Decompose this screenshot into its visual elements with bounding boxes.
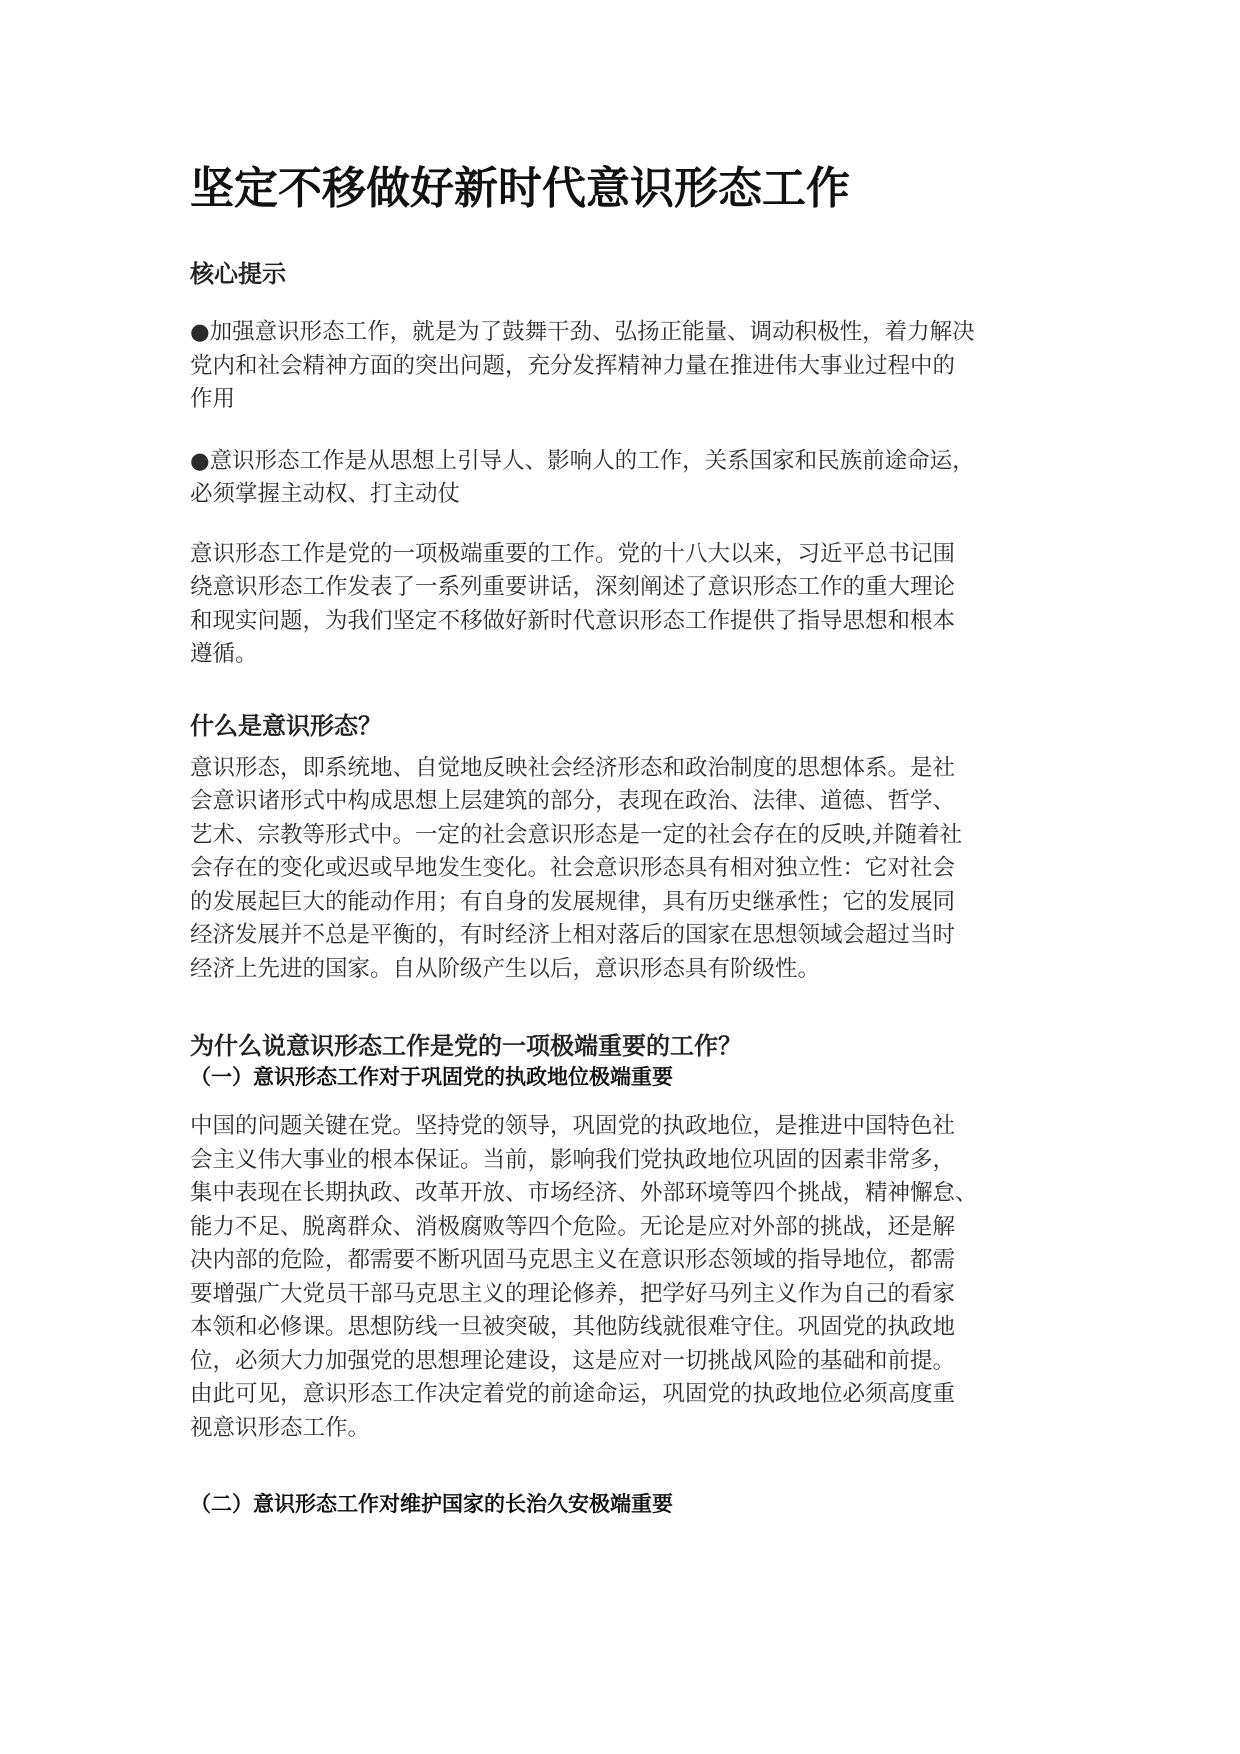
text-line: 遵循。 xyxy=(190,641,258,667)
text-line: 本领和必修课。思想防线一旦被突破，其他防线就很难守住。巩固党的执政地 xyxy=(190,1314,956,1340)
section-paragraph-definition xyxy=(190,752,1060,987)
text-line: 和现实问题，为我们坚定不移做好新时代意识形态工作提供了指导思想和根本 xyxy=(190,607,956,634)
text-line: 会主义伟大事业的根本保证。当前，影响我们党执政地位巩固的因素非常多， xyxy=(190,1146,956,1173)
text-line: 绕意识形态工作发表了一系列重要讲话，深刻阐述了意识形态工作的重大理论 xyxy=(190,574,956,600)
subsection-heading-2: （二）意识形态工作对维护国家的长治久安极端重要 xyxy=(190,1492,673,1516)
summary-bullet-2 xyxy=(190,445,1060,512)
text-line: 必须掌握主动权、打主动仗 xyxy=(190,481,461,507)
section-heading-why-important: 为什么说意识形态工作是党的一项极端重要的工作？ xyxy=(190,1032,742,1060)
subsection-heading-1: （一）意识形态工作对于巩固党的执政地位极端重要 xyxy=(190,1065,673,1089)
text-line: 意识形态工作是党的一项极端重要的工作。党的十八大以来，习近平总书记围 xyxy=(190,540,956,567)
text-line: 经济发展并不总是平衡的，有时经济上相对落后的国家在思想领域会超过当时 xyxy=(190,922,956,948)
document-content xyxy=(190,160,1060,1537)
text-line: 位，必须大力加强党的思想理论建设，这是应对一切挑战风险的基础和前提。 xyxy=(190,1347,956,1374)
core-summary-heading: 核心提示 xyxy=(190,260,286,288)
text-line: 会意识诸形式中构成思想上层建筑的部分，表现在政治、法律、道德、哲学、 xyxy=(190,788,956,814)
text-line: 党内和社会精神方面的突出问题，充分发挥精神力量在推进伟大事业过程中的 xyxy=(190,352,956,379)
text-line: ●加强意识形态工作，就是为了鼓舞干劲、弘扬正能量、调动积极性，着力解决 xyxy=(190,319,975,345)
text-line: 作用 xyxy=(190,386,236,412)
subsection-paragraph-1 xyxy=(190,1110,1060,1445)
page-title: 坚定不移做好新时代意识形态工作 xyxy=(190,163,850,214)
text-line: 集中表现在长期执政、改革开放、市场经济、外部环境等四个挑战，精神懈怠、 xyxy=(190,1180,978,1206)
text-line: 艺术、宗教等形式中。一定的社会意识形态是一定的社会存在的反映,并随着社 xyxy=(190,821,963,848)
text-line: 决内部的危险，都需要不断巩固马克思主义在意识形态领域的指导地位，都需 xyxy=(190,1247,956,1273)
text-line: 意识形态，即系统地、自觉地反映社会经济形态和政治制度的思想体系。是社 xyxy=(190,754,956,781)
text-line: ●意识形态工作是从思想上引导人、影响人的工作，关系国家和民族前途命运， xyxy=(190,447,975,474)
text-line: 的发展起巨大的能动作用；有自身的发展规律，具有历史继承性；它的发展同 xyxy=(190,888,956,915)
section-heading-what-is-ideology: 什么是意识形态？ xyxy=(190,711,382,740)
intro-paragraph xyxy=(190,538,1060,672)
text-line: 会存在的变化或迟或早地发生变化。社会意识形态具有相对独立性：它对社会 xyxy=(190,855,956,881)
text-line: 中国的问题关键在党。坚持党的领导，巩固党的执政地位，是推进中国特色社 xyxy=(190,1113,956,1139)
text-line: 能力不足、脱离群众、消极腐败等四个危险。无论是应对外部的挑战，还是解 xyxy=(190,1213,956,1240)
text-line: 经济上先进的国家。自从阶级产生以后，意识形态具有阶级性。 xyxy=(190,955,821,982)
text-line: 视意识形态工作。 xyxy=(190,1414,371,1441)
text-line: 要增强广大党员干部马克思主义的理论修养，把学好马列主义作为自己的看家 xyxy=(190,1280,956,1307)
summary-bullet-1 xyxy=(190,316,1060,417)
text-line: 由此可见，意识形态工作决定着党的前途命运，巩固党的执政地位必须高度重 xyxy=(190,1381,956,1407)
